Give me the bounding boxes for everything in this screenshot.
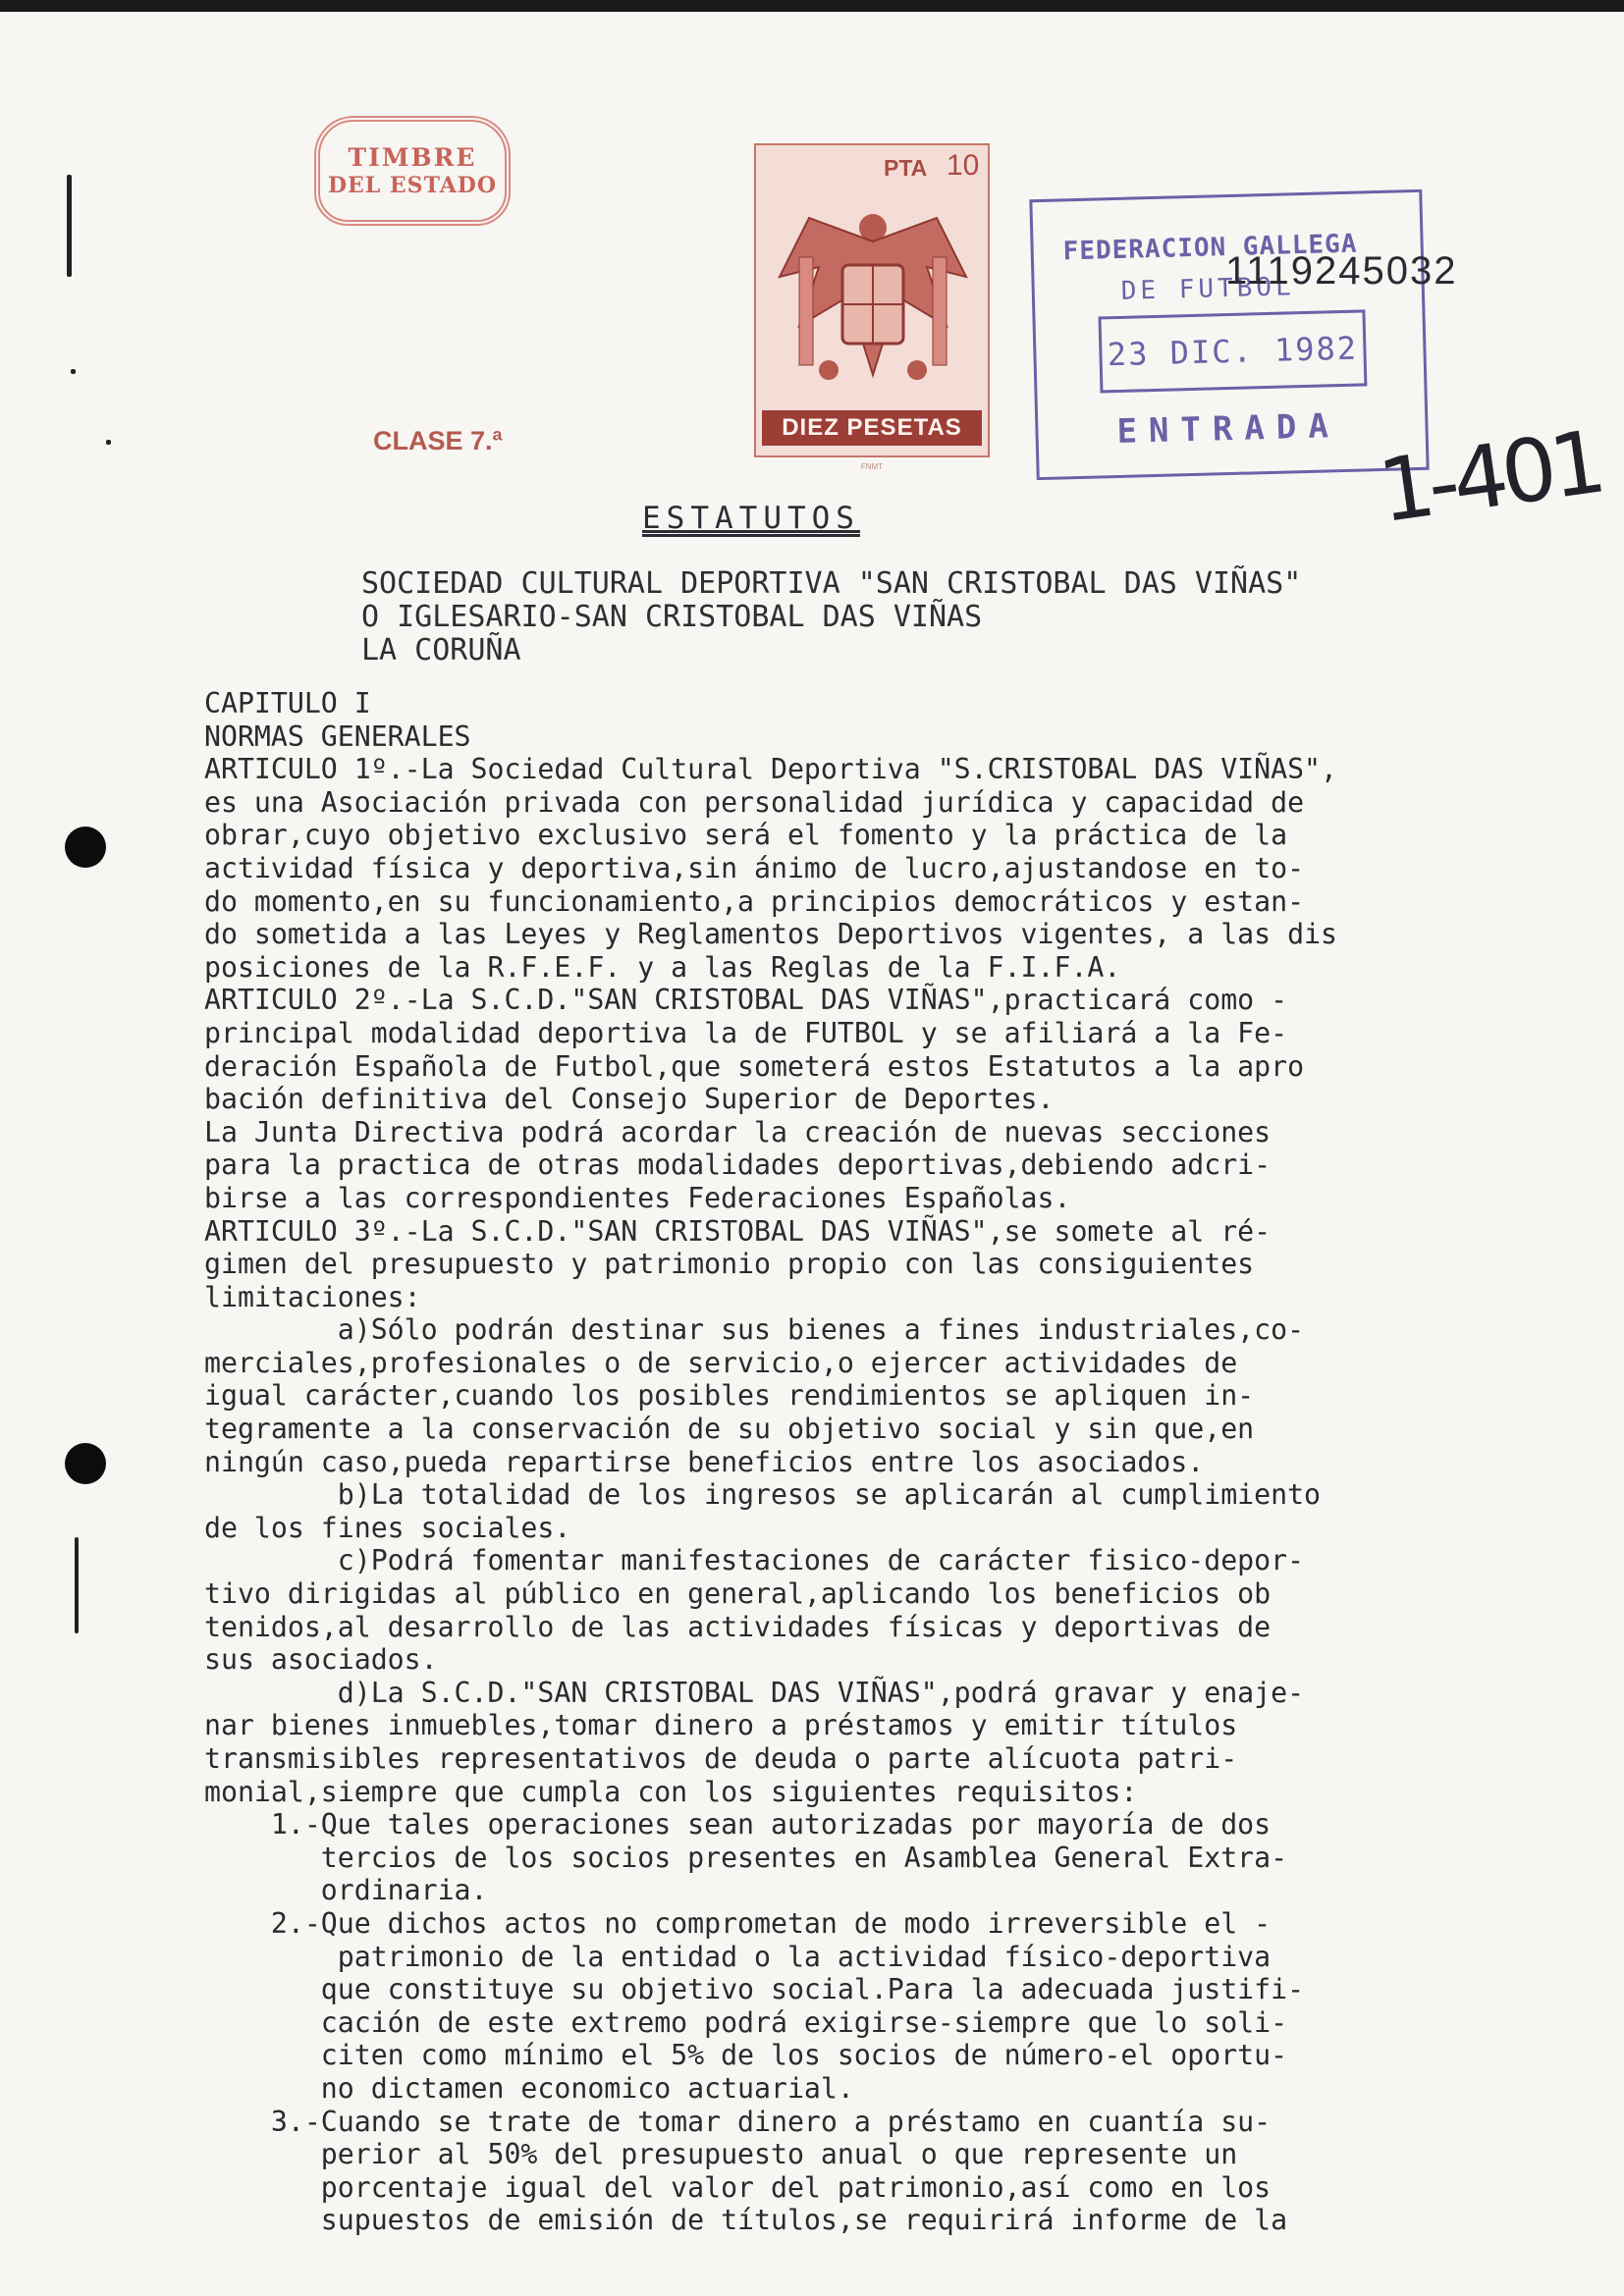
text-line: sus asociados.: [204, 1643, 438, 1677]
text-line: 3.-Cuando se trate de tomar dinero a préstamo en cuantía su-: [204, 2105, 1272, 2138]
text-line: ordinaria.: [204, 1874, 488, 1907]
text-line: ARTICULO 1º.-La Sociedad Cultural Deportiva "S.CRISTOBAL DAS VIÑAS",: [204, 753, 1337, 786]
text-line: d)La S.C.D."SAN CRISTOBAL DAS VIÑAS",podrá gravar y enaje-: [204, 1676, 1305, 1709]
stamp-mint-mark: FNMT: [860, 462, 884, 471]
stamp-value-band: DIEZ PESETAS: [762, 410, 982, 446]
text-line: patrimonio de la entidad o la actividad físico-deportiva: [204, 1940, 1272, 1973]
header-line: LA CORUÑA: [361, 633, 521, 667]
text-line: citen como mínimo el 5% de los socios de número-el oportu-: [204, 2039, 1288, 2072]
text-line: principal modalidad deportiva la de FUTBOL y se afiliará a la Fe-: [204, 1016, 1288, 1049]
text-line: supuestos de emisión de títulos,se requirirá informe de la: [204, 2204, 1288, 2237]
text-line: no dictamen economico actuarial.: [204, 2071, 854, 2105]
clase-label: CLASE 7.ª: [373, 426, 503, 455]
entrada-label: ENTRADA: [1116, 406, 1341, 453]
text-line: cación de este extremo podrá exigirse-siempre que lo soli-: [204, 2005, 1288, 2039]
text-line: deración Española de Futbol,que someterá estos Estatutos a la apro: [204, 1049, 1305, 1083]
text-line: transmisibles representativos de deuda o parte alícuota patri-: [204, 1742, 1238, 1775]
eagle-coat-of-arms-icon: [770, 188, 976, 395]
text-line: obrar,cuyo objetivo exclusivo será el fomento y la práctica de la: [204, 819, 1288, 852]
margin-mark: [106, 440, 111, 445]
document-header: [361, 567, 1301, 667]
text-line: ningún caso,pueda repartirse beneficios entre los asociados.: [204, 1445, 1205, 1478]
text-line: ARTICULO 3º.-La S.C.D."SAN CRISTOBAL DAS VIÑAS",se somete al ré-: [204, 1214, 1272, 1248]
federation-name: FEDERACION GALLEGA: [1062, 229, 1358, 267]
entrada-date: 23 DIC. 1982: [1098, 309, 1367, 393]
text-line: merciales,profesionales o de servicio,o ejercer actividades de: [204, 1346, 1238, 1379]
handwritten-reference: 1-401: [1372, 410, 1606, 543]
punch-hole-top: [65, 827, 106, 868]
text-line: CAPITULO I: [204, 687, 371, 720]
text-line: posiciones de la R.F.E.F. y a las Reglas de la F.I.F.A.: [204, 950, 1121, 984]
entrada-reception-stamp: [1029, 189, 1429, 480]
text-line: 1.-Que tales operaciones sean autorizadas por mayoría de dos: [204, 1808, 1272, 1842]
text-line: tivo dirigidas al público en general,aplicando los beneficios ob: [204, 1577, 1272, 1611]
text-line: igual carácter,cuando los posibles rendimientos se apliquen in-: [204, 1379, 1255, 1413]
margin-mark: [75, 1537, 79, 1633]
margin-mark: [67, 175, 72, 277]
text-line: porcentaje igual del valor del patrimonio,así como en los: [204, 2170, 1272, 2204]
text-line: La Junta Directiva podrá acordar la creación de nuevas secciones: [204, 1115, 1272, 1148]
text-line: de los fines sociales.: [204, 1511, 571, 1544]
punch-hole-bottom: [65, 1443, 106, 1484]
document-body: [204, 687, 1559, 2237]
timbre-line1: TIMBRE: [348, 143, 477, 172]
revenue-stamp: [754, 143, 990, 471]
text-line: bación definitiva del Consejo Superior de Deportes.: [204, 1083, 1055, 1116]
text-line: a)Sólo podrán destinar sus bienes a fines industriales,co-: [204, 1313, 1305, 1347]
timbre-del-estado-seal: [314, 116, 511, 226]
document-title: ESTATUTOS: [642, 501, 860, 536]
text-line: ARTICULO 2º.-La S.C.D."SAN CRISTOBAL DAS VIÑAS",practicará como -: [204, 984, 1288, 1017]
text-line: 2.-Que dichos actos no comprometan de modo irreversible el -: [204, 1906, 1272, 1940]
timbre-line2: DEL ESTADO: [327, 173, 498, 198]
text-line: actividad física y deportiva,sin ánimo de lucro,ajustandose en to-: [204, 851, 1305, 884]
registry-number: 1119245032: [1225, 249, 1458, 293]
text-line: monial,siempre que cumpla con los siguientes requisitos:: [204, 1775, 1138, 1808]
text-line: NORMAS GENERALES: [204, 720, 471, 753]
header-line: SOCIEDAD CULTURAL DEPORTIVA "SAN CRISTOBAL DAS VIÑAS": [361, 566, 1302, 601]
federation-sport: DE FUTBOL: [1120, 272, 1296, 306]
text-line: do momento,en su funcionamiento,a principios democráticos y estan-: [204, 884, 1305, 918]
stamp-currency: PTA: [884, 155, 928, 181]
text-line: birse a las correspondientes Federaciones Españolas.: [204, 1181, 1071, 1214]
text-line: do sometida a las Leyes y Reglamentos Deportivos vigentes, a las dis: [204, 918, 1337, 951]
text-line: nar bienes inmuebles,tomar dinero a préstamos y emitir títulos: [204, 1709, 1238, 1742]
text-line: para la practica de otras modalidades deportivas,debiendo adcri-: [204, 1148, 1272, 1182]
top-edge: [0, 0, 1624, 12]
text-line: perior al 50% del presupuesto anual o que represente un: [204, 2138, 1238, 2171]
text-line: b)La totalidad de los ingresos se aplicarán al cumplimiento: [204, 1478, 1322, 1512]
text-line: gimen del presupuesto y patrimonio propio con las consiguientes: [204, 1248, 1255, 1281]
text-line: tegramente a la conservación de su objetivo social y sin que,en: [204, 1413, 1255, 1446]
stamp-value: 10: [947, 149, 980, 182]
text-line: que constituye su objetivo social.Para la adecuada justifi-: [204, 1973, 1305, 2006]
text-line: c)Podrá fomentar manifestaciones de carácter fisico-depor-: [204, 1544, 1305, 1577]
text-line: tenidos,al desarrollo de las actividades físicas y deportivas de: [204, 1610, 1272, 1643]
header-line: O IGLESARIO-SAN CRISTOBAL DAS VIÑAS: [361, 600, 983, 634]
margin-mark: [71, 369, 76, 374]
text-line: tercios de los socios presentes en Asamblea General Extra-: [204, 1841, 1288, 1874]
text-line: limitaciones:: [204, 1280, 421, 1313]
text-line: es una Asociación privada con personalidad jurídica y capacidad de: [204, 785, 1305, 819]
